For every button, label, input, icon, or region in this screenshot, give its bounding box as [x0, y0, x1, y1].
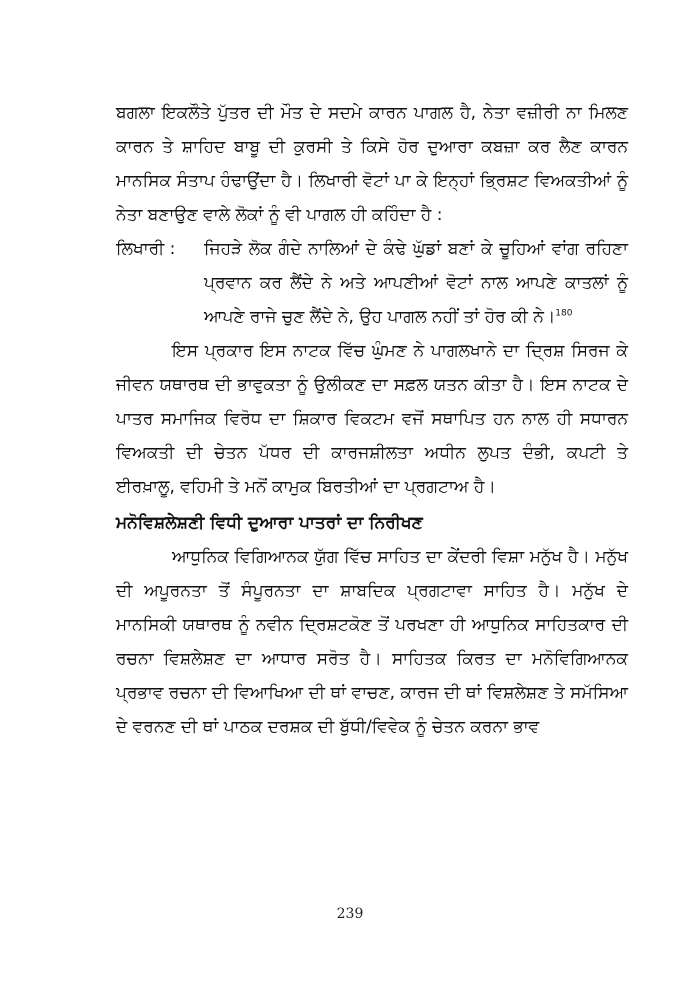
page-body [116, 96, 628, 744]
footnote-marker: 180 [555, 308, 573, 319]
dialogue-quote [116, 232, 628, 334]
speech-body: ਜਿਹੜੇ ਲੋਕ ਗੰਦੇ ਨਾਲਿਆਂ ਦੇ ਕੰਢੇ ਘੁੱਡਾਂ ਬਣਾਂ ਕੇ ਚੂਹਿਆਂ ਵਾਂਗ ਰਹਿਣਾ ਪ੍ਰਵਾਨ ਕਰ ਲੈਂਦੇ ਨੇ ਅਤੇ ਆਪਣੀਆਂ ਵੋਟਾਂ ਨਾਲ ਆਪਣੇ ਕਾਤਲਾਂ ਨੂੰ ਆਪਣੇ ਰਾਜੇ ਚੁਣ ਲੈਂਦੇ ਨੇ, ਉਹ ਪਾਗਲ ਨਹੀਂ ਤਾਂ ਹੋਰ ਕੀ ਨੇ। [204, 239, 628, 327]
speaker-label: ਲਿਖਾਰੀ : [116, 239, 176, 259]
page-number: 239 [336, 906, 364, 922]
section-heading: ਮਨੋਵਿਸ਼ਲੇਸ਼ਣੀ ਵਿਧੀ ਦੁਆਰਾ ਪਾਤਰਾਂ ਦਾ ਨਿਰੀਖਣ [116, 513, 423, 533]
speech-text [204, 232, 628, 334]
paragraph-1: ਬਗਲਾ ਇਕਲੌਤੇ ਪੁੱਤਰ ਦੀ ਮੌਤ ਦੇ ਸਦਮੇ ਕਾਰਨ ਪਾਗਲ ਹੈ, ਨੇਤਾ ਵਜ਼ੀਰੀ ਨਾ ਮਿਲਣ ਕਾਰਨ ਤੇ ਸ਼ਾਹਿਦ ਬਾਬੂ ਦੀ ਕੁਰਸੀ ਤੇ ਕਿਸੇ ਹੋਰ ਦੁਆਰਾ ਕਬਜ਼ਾ ਕਰ ਲੈਣ ਕਾਰਨ ਮਾਨਸਿਕ ਸੰਤਾਪ ਹੰਢਾਉਂਦਾ ਹੈ। ਲਿਖਾਰੀ ਵੋਟਾਂ ਪਾ ਕੇ ਇਨ੍ਹਾਂ ਭ੍ਰਿਸ਼ਟ ਵਿਅਕਤੀਆਂ ਨੂੰ ਨੇਤਾ ਬਣਾਉਣ ਵਾਲੇ ਲੋਕਾਂ ਨੂੰ ਵੀ ਪਾਗਲ ਹੀ ਕਹਿੰਦਾ ਹੈ : [116, 103, 628, 225]
paragraph-2: ਇਸ ਪ੍ਰਕਾਰ ਇਸ ਨਾਟਕ ਵਿੱਚ ਘੁੰਮਣ ਨੇ ਪਾਗਲਖਾਨੇ ਦਾ ਦ੍ਰਿਸ਼ ਸਿਰਜ ਕੇ ਜੀਵਨ ਯਥਾਰਥ ਦੀ ਭਾਵੁਕਤਾ ਨੂੰ ਉਲੀਕਣ ਦਾ ਸਫ਼ਲ ਯਤਨ ਕੀਤਾ ਹੈ। ਇਸ ਨਾਟਕ ਦੇ ਪਾਤਰ ਸਮਾਜਿਕ ਵਿਰੋਧ ਦਾ ਸ਼ਿਕਾਰ ਵਿਕਟਮ ਵਜੋਂ ਸਥਾਪਿਤ ਹਨ ਨਾਲ ਹੀ ਸਧਾਰਨ ਵਿਅਕਤੀ ਦੀ ਚੇਤਨ ਪੱਧਰ ਦੀ ਕਾਰਜਸ਼ੀਲਤਾ ਅਧੀਨ ਲੁਪਤ ਦੰਭੀ, ਕਪਟੀ ਤੇ ਈਰਖ਼ਾਲੂ, ਵਹਿਮੀ ਤੇ ਮਨੋਂ ਕਾਮੁਕ ਬਿਰਤੀਆਂ ਦਾ ਪ੍ਰਗਟਾਅ ਹੈ। [116, 341, 628, 497]
paragraph-3: ਆਧੁਨਿਕ ਵਿਗਿਆਨਕ ਯੁੱਗ ਵਿੱਚ ਸਾਹਿਤ ਦਾ ਕੇਂਦਰੀ ਵਿਸ਼ਾ ਮਨੁੱਖ ਹੈ। ਮਨੁੱਖ ਦੀ ਅਪੂਰਨਤਾ ਤੋਂ ਸੰਪੂਰਨਤਾ ਦਾ ਸ਼ਾਬਦਿਕ ਪ੍ਰਗਟਾਵਾ ਸਾਹਿਤ ਹੈ। ਮਨੁੱਖ ਦੇ ਮਾਨਸਿਕੀ ਯਥਾਰਥ ਨੂੰ ਨਵੀਨ ਦ੍ਰਿਸ਼ਟਕੋਣ ਤੋਂ ਪਰਖਣਾ ਹੀ ਆਧੁਨਿਕ ਸਾਹਿਤਕਾਰ ਦੀ ਰਚਨਾ ਵਿਸ਼ਲੇਸ਼ਣ ਦਾ ਆਧਾਰ ਸਰੋਤ ਹੈ। ਸਾਹਿਤਕ ਕਿਰਤ ਦਾ ਮਨੋਵਿਗਿਆਨਕ ਪ੍ਰਭਾਵ ਰਚਨਾ ਦੀ ਵਿਆਖਿਆ ਦੀ ਥਾਂ ਵਾਚਣ, ਕਾਰਜ ਦੀ ਥਾਂ ਵਿਸ਼ਲੇਸ਼ਣ ਤੇ ਸਮੱਸਿਆ ਦੇ ਵਰਨਣ ਦੀ ਥਾਂ ਪਾਠਕ ਦਰਸ਼ਕ ਦੀ ਬੁੱਧੀ/ਵਿਵੇਕ ਨੂੰ ਚੇਤਨ ਕਰਨਾ ਭਾਵ [116, 547, 628, 737]
